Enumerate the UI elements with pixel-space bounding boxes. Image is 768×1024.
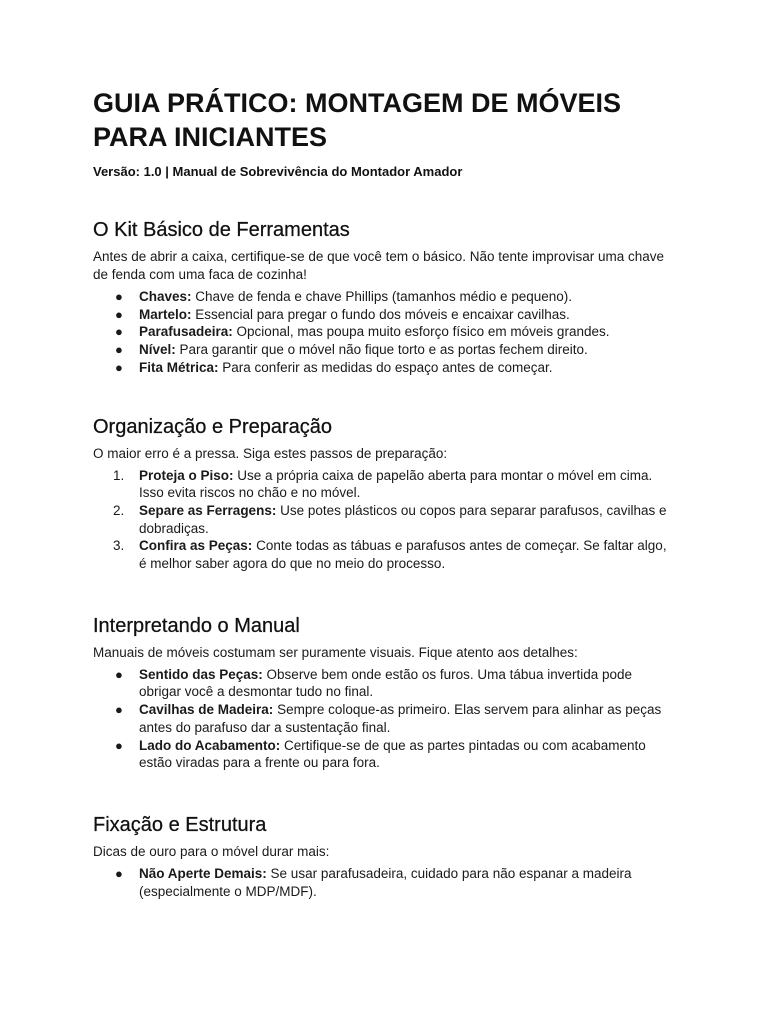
item-term: Cavilhas de Madeira: (139, 702, 274, 718)
bullet-marker: ● (115, 306, 123, 322)
item-term: Parafusadeira: (139, 324, 233, 340)
item-text: Para garantir que o móvel não fique torto e as portas fechem direito. (175, 342, 588, 358)
bullet-marker: ● (115, 324, 123, 340)
document-subtitle: Versão: 1.0 | Manual de Sobrevivência do Montador Amador (93, 164, 463, 179)
list-item (93, 341, 676, 359)
item-term: Proteja o Piso: (139, 467, 234, 483)
item-term: Sentido das Peças: (139, 666, 263, 682)
list-item (93, 323, 676, 341)
section-fixing (93, 812, 676, 900)
item-text: Certifique-se de que as partes pintadas ou com acabamento estão viradas para a frente ou para fora. (139, 737, 646, 771)
section-heading: Organização e Preparação (93, 415, 333, 438)
list-item (93, 288, 676, 306)
item-term: Martelo: (139, 306, 192, 322)
numbered-list (93, 467, 676, 573)
section-heading: Interpretando o Manual (93, 614, 300, 637)
bullet-marker: ● (115, 865, 123, 881)
list-item (93, 666, 676, 701)
bullet-marker: ● (115, 359, 123, 375)
list-item (93, 737, 676, 772)
number-marker: 1. (113, 467, 125, 483)
list-item (93, 467, 676, 502)
list-item (93, 502, 676, 537)
bullet-marker: ● (115, 342, 123, 358)
item-text: Para conferir as medidas do espaço antes de começar. (218, 359, 553, 375)
section-tool-kit (93, 217, 676, 377)
bullet-marker: ● (115, 737, 123, 753)
section-heading: Fixação e Estrutura (93, 813, 267, 836)
section-heading: O Kit Básico de Ferramentas (93, 219, 350, 241)
item-text: Se usar parafusadeira, cuidado para não espanar a madeira (especialmente o MDP/MDF). (139, 865, 632, 899)
bullet-marker: ● (115, 289, 123, 304)
list-item (93, 359, 676, 377)
item-term: Separe as Ferragens: (139, 502, 277, 518)
item-term: Fita Métrica: (139, 359, 219, 375)
list-item (93, 537, 676, 572)
document-title: GUIA PRÁTICO: MONTAGEM DE MÓVEIS PARA INICIANTES (93, 88, 622, 152)
bullet-list (93, 865, 676, 900)
item-term: Nível: (139, 342, 176, 358)
section-intro: O maior erro é a pressa. Siga estes passos de preparação: (93, 445, 448, 461)
item-term: Chaves: (139, 289, 192, 304)
bullet-list (93, 288, 676, 377)
item-term: Confira as Peças: (139, 538, 253, 554)
bullet-list (93, 666, 676, 772)
item-text: Essencial para pregar o fundo dos móveis e encaixar cavilhas. (191, 306, 570, 322)
item-term: Não Aperte Demais: (139, 865, 267, 881)
item-term: Lado do Acabamento: (139, 737, 281, 753)
section-manual (93, 613, 676, 772)
bullet-marker: ● (115, 666, 123, 682)
section-organization (93, 414, 676, 573)
list-item (93, 306, 676, 324)
list-item (93, 865, 676, 900)
list-item (93, 701, 676, 736)
item-text: Use potes plásticos ou copos para separar parafusos, cavilhas e dobradiças. (139, 502, 667, 536)
bullet-marker: ● (115, 702, 123, 718)
section-intro: Antes de abrir a caixa, certifique-se de que você tem o básico. Não tente improvisar uma chave de fenda com uma faca de cozinha! (93, 249, 665, 282)
section-intro: Manuais de móveis costumam ser puramente visuais. Fique atento aos detalhes: (93, 644, 578, 660)
item-text: Sempre coloque-as primeiro. Elas servem para alinhar as peças antes do parafuso dar a sustentação final. (139, 702, 662, 735)
item-text: Opcional, mas poupa muito esforço físico em móveis grandes. (232, 324, 610, 340)
number-marker: 2. (113, 502, 125, 518)
item-text: Use a própria caixa de papelão aberta para montar o móvel em cima. Isso evita riscos no chão e no móvel. (139, 467, 653, 501)
number-marker: 3. (113, 538, 125, 554)
item-text: Observe bem onde estão os furos. Uma tábua invertida pode obrigar você a desmontar tudo no final. (139, 666, 633, 700)
section-intro: Dicas de ouro para o móvel durar mais: (93, 843, 330, 859)
item-text: Conte todas as tábuas e parafusos antes de começar. Se faltar algo, é melhor saber agora do que no meio do processo. (139, 538, 667, 572)
item-text: Chave de fenda e chave Phillips (tamanhos médio e pequeno). (191, 289, 573, 304)
